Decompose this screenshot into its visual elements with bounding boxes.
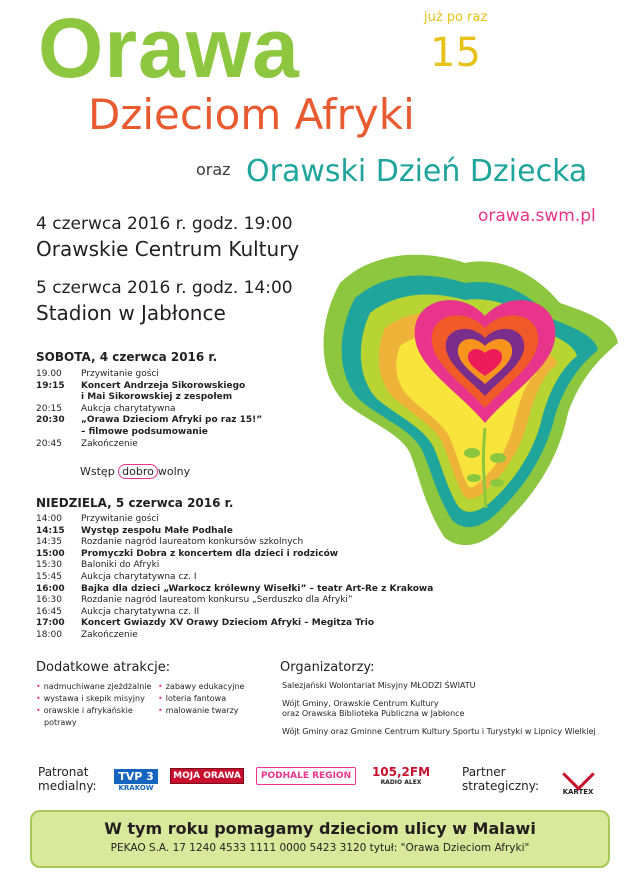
schedule-text: Koncert Andrzeja Sikorowskiego [81,380,246,391]
schedule-text: Aukcja charytatywna [81,403,176,414]
africa-heart-artwork [300,228,625,558]
subtitle: Dzieciom Afryki [88,90,415,139]
schedule-row [36,514,433,526]
schedule-text: „Orawa Dzieciom Afryki po raz 15!” [81,415,263,426]
schedule-text: Występ zespołu Małe Podhale [81,525,233,536]
schedule-row [36,415,262,427]
event-place-1: Orawskie Centrum Kultury [36,237,300,261]
footer-title: W tym roku pomagamy dzieciom ulicy w Malawi [104,819,536,838]
saturday-heading: SOBOTA, 4 czerwca 2016 r. [36,350,218,364]
attraction-item: • wystawa i skepik misyjny [36,694,145,703]
oraz-label: oraz [196,160,231,179]
attraction-item: • malowanie twarzy [158,706,239,715]
schedule-row [36,381,262,393]
schedule-time [36,427,81,439]
organizer-3: Wójt Gminy oraz Gminne Centrum Kultury Sportu i Turystyki w Lipnicy Wielkiej [282,727,596,736]
moja-orawa-logo: MOJA ORAWA [170,768,244,784]
schedule-row [36,404,262,416]
entry-word: dobro [118,464,158,479]
schedule-time: 15:45 [36,571,62,582]
schedule-time: 19:15 [36,380,65,391]
schedule-row [36,560,433,572]
schedule-text: – filmowe podsumowanie [81,426,208,437]
schedule-text: Przywitanie gości [81,514,159,524]
schedule-time: 20:15 [36,403,62,414]
schedule-time: 16:45 [36,606,62,617]
kartex-icon [562,758,595,791]
attractions-col1 [36,681,151,729]
organizer-2a: Wójt Gminy, Orawskie Centrum Kultury [282,699,439,708]
event-date-2: 5 czerwca 2016 r. godz. 14:00 [36,278,293,298]
attraction-item: potrawy [44,718,77,727]
attraction-item: • loteria fantowa [158,694,227,703]
website-link[interactable]: orawa.swm.pl [478,206,596,226]
second-event-title: Orawski Dzień Dziecka [246,154,588,189]
organizer-2b: oraz Orawska Biblioteka Publiczna w Jabłonce [282,709,465,718]
schedule-row [36,549,433,561]
schedule-time: 14:35 [36,537,62,548]
schedule-row [36,537,433,549]
schedule-text: Aukcja charytatywna cz. I [81,571,197,582]
schedule-row [36,369,262,381]
schedule-row [36,595,433,607]
schedule-time: 15:00 [36,548,65,559]
schedule-text: Koncert Gwiazdy XV Orawy Dzieciom Afryki – Megitza Trio [81,618,375,629]
entry-suffix: wolny [157,465,191,478]
schedule-time: 16:00 [36,583,65,594]
schedule-time: 19.00 [36,369,62,379]
schedule-text: Aukcja charytatywna cz. II [81,606,200,617]
schedule-row [36,630,433,642]
saturday-schedule [36,369,262,450]
donation-footer [30,810,610,868]
schedule-text: i Mai Sikorowskiej z zespołem [81,392,233,403]
podhale-region-logo: PODHALE REGION [256,767,356,785]
event-place-2: Stadion w Jabłonce [36,301,226,325]
edition-number: 15 [430,30,481,76]
attraction-item: • orawskie i afrykańskie [36,706,133,715]
schedule-row [36,392,262,404]
entry-info [80,465,190,478]
schedule-text: Bajka dla dzieci „Warkocz królewny Wisełki” – teatr Art-Re z Krakowa [81,583,434,594]
event-date-1: 4 czerwca 2016 r. godz. 19:00 [36,214,293,234]
schedule-text: Zakończenie [81,438,138,449]
radio-alex-logo: 105,2FM RADIO ALEX [371,764,431,786]
schedule-time: 16:30 [36,595,62,606]
schedule-time: 15:30 [36,560,62,571]
schedule-row [36,584,433,596]
schedule-row [36,607,433,619]
organizers-heading: Organizatorzy: [280,660,375,675]
schedule-row [36,618,433,630]
tvp3-logo: TVP 3 KRAKÓW [112,766,160,794]
schedule-time: 17:00 [36,618,65,629]
schedule-time [36,392,81,404]
edition-prefix: już po raz [424,10,488,25]
schedule-time: 18:00 [36,629,62,640]
schedule-time: 20:30 [36,415,65,426]
schedule-row [36,572,433,584]
attraction-item: • zabawy edukacyjne [158,682,245,691]
schedule-row [36,427,262,439]
schedule-text: Rozdanie nagród laureatom konkursów szkolnych [81,537,304,548]
schedule-time: 14:00 [36,514,62,524]
sunday-schedule [36,514,433,642]
kartex-logo: KARTEX [552,760,604,798]
schedule-text: Przywitanie gości [81,369,159,379]
schedule-text: Rozdanie nagród laureatom konkursu „Serduszko dla Afryki” [81,595,353,606]
schedule-text: Zakończenie [81,629,138,640]
partner-label: Partner strategiczny: [462,765,540,793]
organizer-1: Salezjański Wolontariat Misyjny MŁODZI ŚWIATU [282,681,476,690]
attraction-item: • nadmuchiwane zjeżdżalnie [36,682,152,691]
schedule-text: Promyczki Dobra z koncertem dla dzieci i rodziców [81,548,339,559]
schedule-row [36,439,262,451]
schedule-time: 20:45 [36,438,62,449]
attractions-col2 [158,681,244,717]
sunday-heading: NIEDZIELA, 5 czerwca 2016 r. [36,496,234,510]
media-patron-label: Patronat medialny: [38,765,97,793]
schedule-row [36,526,433,538]
schedule-text: Baloniki do Afryki [81,560,160,571]
entry-prefix: Wstęp [80,465,115,478]
schedule-time: 14:15 [36,525,65,536]
main-title: Orawa [38,1,300,95]
bank-account: PEKAO S.A. 17 1240 4533 1111 0000 5423 3120 tytuł: "Orawa Dzieciom Afryki" [110,842,530,854]
attractions-heading: Dodatkowe atrakcje: [36,660,171,675]
